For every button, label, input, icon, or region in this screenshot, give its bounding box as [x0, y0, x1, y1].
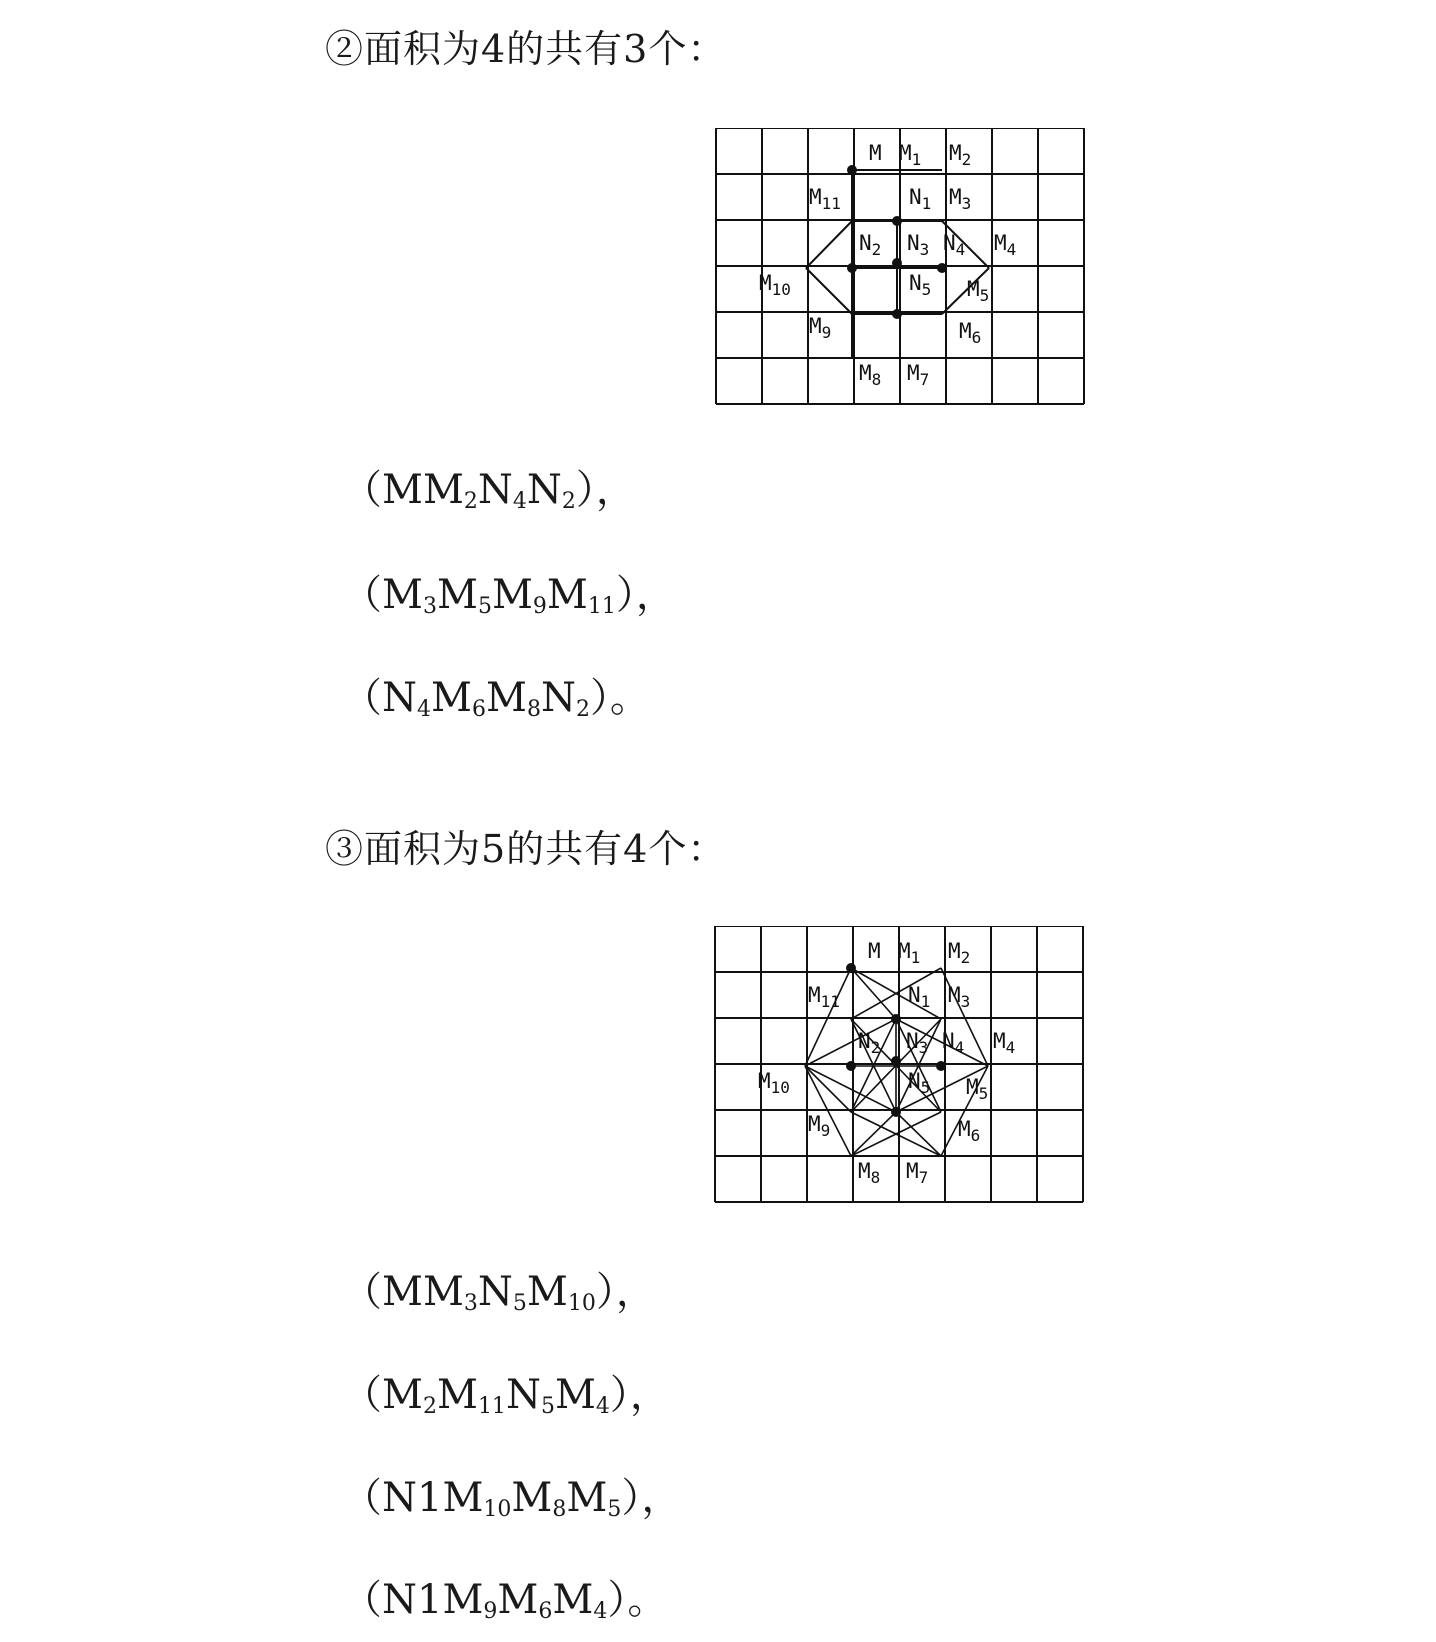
section-3-heading: ③面积为5的共有4个： — [325, 827, 727, 871]
label-M8: $M_8$ — [859, 361, 882, 389]
label-M: M — [869, 141, 882, 165]
label-N3: $N_3$ — [906, 1029, 929, 1057]
answer-4-2: $(M_3M_5M_9M_{11})$， — [342, 572, 676, 619]
label-M1: $M_1$ — [898, 939, 921, 967]
label-N2: $N_2$ — [859, 231, 882, 259]
label-N4: $N_4$ — [943, 231, 966, 259]
label-N5: $N_5$ — [909, 271, 932, 299]
label-M4: $M_4$ — [994, 231, 1017, 259]
label-M9: $M_9$ — [809, 314, 832, 342]
label-M3: $M_3$ — [949, 185, 972, 213]
label-M7: $M_7$ — [907, 361, 930, 389]
label-M8: $M_8$ — [858, 1159, 881, 1187]
label-M3: $M_3$ — [948, 983, 971, 1011]
answer-5-3: $(N1M_{10}M_8M_5)$， — [342, 1475, 682, 1522]
label-M7: $M_7$ — [906, 1159, 929, 1187]
label-M2: $M_2$ — [948, 939, 971, 967]
section-2-heading: ②面积为4的共有3个： — [325, 27, 727, 71]
answer-4-1: $(MM_2N_4N_2)$， — [342, 467, 636, 514]
label-M10: $M_{10}$ — [759, 271, 791, 299]
label-M11: $M_{11}$ — [809, 185, 841, 213]
answer-4-3: $(N_4M_6M_8N_2)$。 — [342, 675, 650, 722]
label-M2: $M_2$ — [949, 141, 972, 169]
label-N1: $N_1$ — [908, 983, 931, 1011]
label-N2: $N_2$ — [858, 1029, 881, 1057]
label-N5: $N_5$ — [908, 1069, 931, 1097]
label-N1: $N_1$ — [909, 185, 932, 213]
label-M: M — [868, 939, 881, 963]
label-M10: $M_{10}$ — [758, 1069, 790, 1097]
grid-figure-area-5 — [710, 926, 1090, 1206]
answer-5-2: $(M_2M_{11}N_5M_4)$， — [342, 1372, 670, 1419]
label-N3: $N_3$ — [907, 231, 930, 259]
label-M6: $M_6$ — [959, 319, 982, 347]
label-M11: $M_{11}$ — [808, 983, 840, 1011]
label-M4: $M_4$ — [993, 1029, 1016, 1057]
label-M1: $M_1$ — [899, 141, 922, 169]
grid-figure-area-4 — [711, 128, 1091, 408]
label-M5: $M_5$ — [967, 277, 990, 305]
label-M5: $M_5$ — [966, 1075, 989, 1103]
answer-5-4: $(N1M_9M_6M_4)$。 — [342, 1577, 668, 1624]
label-M6: $M_6$ — [958, 1117, 981, 1145]
label-M9: $M_9$ — [808, 1112, 831, 1140]
answer-5-1: $(MM_3N_5M_{10})$， — [342, 1269, 656, 1316]
label-N4: $N_4$ — [942, 1029, 965, 1057]
